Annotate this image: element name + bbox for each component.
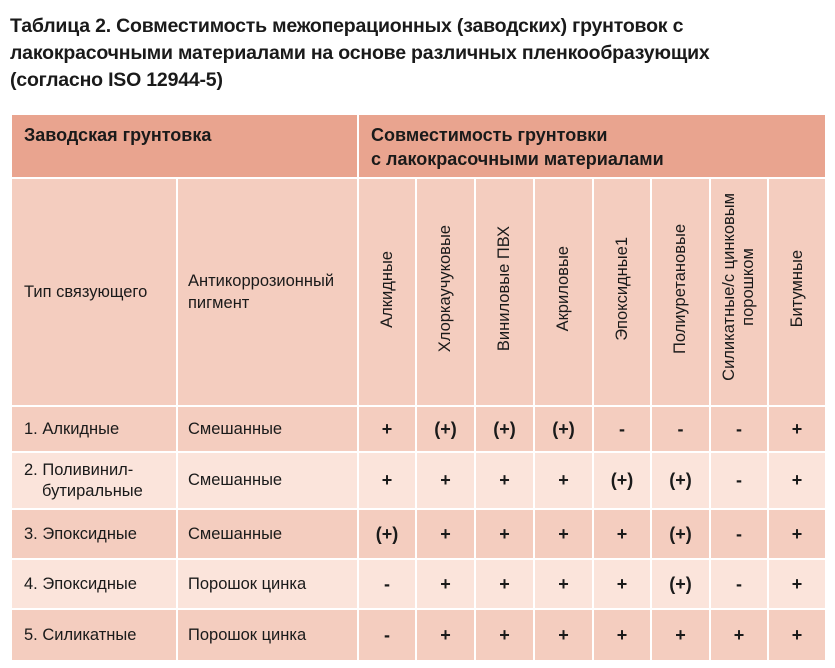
header-compatibility: Совместимость грунтовки с лакокрасочными материалами (358, 114, 826, 178)
compat-mark: + (475, 452, 534, 509)
compatibility-table (10, 113, 827, 662)
title-line-2: лакокрасочными материалами на основе различных пленкообразующих (10, 42, 710, 64)
row-binder: 5. Силикатные (11, 609, 177, 661)
compat-mark: + (768, 559, 826, 609)
compat-mark: + (534, 609, 593, 661)
compat-mark: - (593, 406, 651, 452)
column-header: Битумные (768, 178, 826, 406)
row-binder: 3. Эпоксидные (11, 509, 177, 559)
table-row (11, 609, 826, 661)
compat-mark: - (710, 406, 768, 452)
row-pigment: Смешанные (177, 406, 358, 452)
compat-mark: (+) (475, 406, 534, 452)
table-row (11, 559, 826, 609)
compat-mark: (+) (651, 452, 710, 509)
table-row (11, 509, 826, 559)
compat-mark: + (768, 452, 826, 509)
compat-mark: + (358, 406, 416, 452)
compat-mark: + (358, 452, 416, 509)
column-header: Силикатные/с цинковым порошком (710, 178, 768, 406)
compat-mark: + (593, 509, 651, 559)
header-factory-primer: Заводская грунтовка (11, 114, 358, 178)
row-pigment: Порошок цинка (177, 609, 358, 661)
compat-mark: + (593, 559, 651, 609)
column-header: Эпоксидные1 (593, 178, 651, 406)
compat-mark: + (416, 452, 475, 509)
compat-mark: + (416, 509, 475, 559)
compat-mark: + (416, 609, 475, 661)
row-binder: 4. Эпоксидные (11, 559, 177, 609)
header-pigment: Антикоррозионный пигмент (177, 178, 358, 406)
compat-mark: - (651, 406, 710, 452)
table-title (10, 13, 825, 94)
header-binder-type: Тип связующего (11, 178, 177, 406)
compat-mark: - (710, 509, 768, 559)
compat-mark: + (475, 609, 534, 661)
compat-mark: + (593, 609, 651, 661)
header-row-2 (11, 178, 826, 406)
compat-mark: + (534, 509, 593, 559)
compat-mark: + (768, 609, 826, 661)
compat-mark: + (416, 559, 475, 609)
compat-mark: + (534, 559, 593, 609)
compat-mark: + (475, 509, 534, 559)
compat-mark: + (534, 452, 593, 509)
header-row-1 (11, 114, 826, 178)
compat-mark: + (651, 609, 710, 661)
title-line-1: Таблица 2. Совместимость межоперационных (заводских) грунтовок с (10, 15, 684, 37)
row-binder: 1. Алкидные (11, 406, 177, 452)
table-row (11, 406, 826, 452)
row-pigment: Смешанные (177, 509, 358, 559)
compat-mark: (+) (416, 406, 475, 452)
column-header: Хлоркаучуковые (416, 178, 475, 406)
compat-mark: + (768, 509, 826, 559)
compat-mark: - (358, 559, 416, 609)
compat-mark: - (358, 609, 416, 661)
compat-mark: + (710, 609, 768, 661)
column-header: Полиуретановые (651, 178, 710, 406)
row-binder: 2. Поливинил- бутиральные (11, 452, 177, 509)
compat-mark: (+) (651, 559, 710, 609)
compat-mark: (+) (593, 452, 651, 509)
compat-mark: + (768, 406, 826, 452)
compat-mark: + (475, 559, 534, 609)
compat-mark: (+) (651, 509, 710, 559)
compat-mark: (+) (534, 406, 593, 452)
compat-mark: - (710, 452, 768, 509)
column-header: Акриловые (534, 178, 593, 406)
row-pigment: Порошок цинка (177, 559, 358, 609)
column-header: Виниловые ПВХ (475, 178, 534, 406)
column-header: Алкидные (358, 178, 416, 406)
table-row (11, 452, 826, 509)
compat-mark: (+) (358, 509, 416, 559)
compat-mark: - (710, 559, 768, 609)
title-line-3: (согласно ISO 12944-5) (10, 69, 223, 91)
row-pigment: Смешанные (177, 452, 358, 509)
